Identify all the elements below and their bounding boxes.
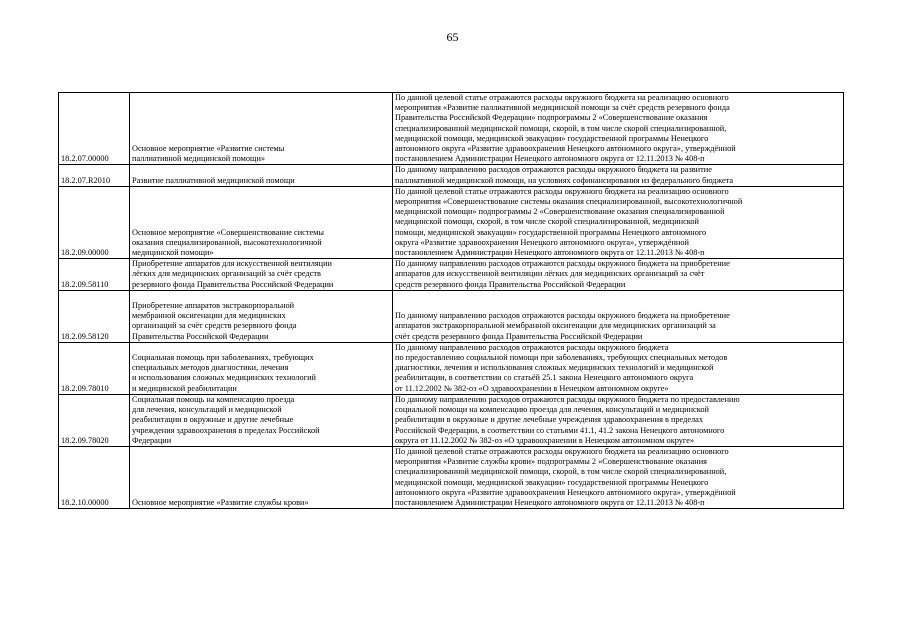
target-article-description <box>393 342 844 394</box>
target-article-name <box>130 259 393 291</box>
description-line: по предоставлению социальной помощи при заболеваниях, требующих специальных методов <box>395 353 728 363</box>
description-line: По данному направлению расходов отражаются расходы окружного бюджета на развитие <box>395 165 712 175</box>
description-line: По данному направлению расходов отражаются расходы окружного бюджета на приобретение <box>395 311 730 321</box>
description-line: По данному направлению расходов отражаются расходы окружного бюджета на приобретение <box>395 259 730 269</box>
name-line: Основное мероприятие «Совершенствование системы <box>132 227 324 237</box>
target-article-code: 18.2.09.58110 <box>59 259 130 291</box>
target-article-name <box>130 290 393 342</box>
description-line: округа от 11.12.2002 № 382-оз «О здравоохранении в Ненецком автономном округе» <box>395 435 695 445</box>
name-line: мембранной оксигенации для медицинских <box>132 311 286 321</box>
target-article-name <box>130 446 393 508</box>
name-line: и медицинской реабилитации <box>132 383 237 393</box>
name-line: для лечения, консультаций и медицинской <box>132 405 282 415</box>
description-line: По данной целевой статье отражаются расходы окружного бюджета на реализацию основного <box>395 446 729 456</box>
description-line: мероприятия «Развитие паллиативной медицинской помощи за счёт средств резервного фонда <box>395 103 730 113</box>
name-line: резервного фонда Правительства Российской Федерации <box>132 279 334 289</box>
description-line: социальной помощи на компенсацию проезда для лечения, консультаций и медицинской <box>395 405 709 415</box>
description-line: округа «Развитие здравоохранения Ненецкого автономного округа», утверждённой <box>395 237 689 247</box>
target-article-description <box>393 186 844 258</box>
budget-classification-table <box>58 92 844 509</box>
target-article-name <box>130 394 393 446</box>
description-line: медицинской помощи, медицинской эвакуации» государственной программы Ненецкого <box>395 133 709 143</box>
table-row <box>59 446 844 508</box>
target-article-name <box>130 93 393 165</box>
description-line: мероприятия «Совершенствование системы оказания специализированной, высокотехнологичной <box>395 197 743 207</box>
name-line: Основное мероприятие «Развитие службы крови» <box>132 497 309 507</box>
description-line: специализированной медицинской помощи, скорой, в том числе скорой специализированной, <box>395 123 727 133</box>
name-line: Социальная помощь на компенсацию проезда <box>132 394 295 404</box>
target-article-description <box>393 290 844 342</box>
name-line: Основное мероприятие «Развитие системы <box>132 144 285 154</box>
description-line: медицинской помощи» подпрограммы 2 «Совершенствование оказания специализированной <box>395 207 725 217</box>
name-line: реабилитации в окружные и другие лечебные <box>132 415 294 425</box>
description-line: медицинской помощи, медицинской эвакуации» государственной программы Ненецкого <box>395 477 709 487</box>
target-article-name <box>130 342 393 394</box>
name-line: Социальная помощь при заболеваниях, требующих <box>132 353 314 363</box>
name-line: Развитие паллиативной медицинской помощи <box>132 175 295 185</box>
description-line: от 11.12.2002 № 382-оз «О здравоохранении в Ненецком автономном округе» <box>395 383 669 393</box>
target-article-name <box>130 186 393 258</box>
table-row <box>59 165 844 186</box>
description-line: аппаратов для искусственной вентиляции лёгких для медицинских организаций за счёт <box>395 269 705 279</box>
page-number: 65 <box>446 30 459 44</box>
table-row <box>59 290 844 342</box>
name-line: организаций за счёт средств резервного фонда <box>132 321 297 331</box>
target-article-description <box>393 165 844 186</box>
target-article-code: 18.2.09.58120 <box>59 290 130 342</box>
target-article-description <box>393 259 844 291</box>
description-line: паллиативной медицинской помощи, на условиях софинансирования из федерального бюджета <box>395 175 734 185</box>
name-line: Приобретение аппаратов экстракорпоральной <box>132 301 295 311</box>
name-line: медицинской помощи» <box>132 248 214 258</box>
description-line: По данному направлению расходов отражаются расходы окружного бюджета <box>395 342 669 352</box>
table-row <box>59 93 844 165</box>
description-line: Российской Федерации, в соответствии со статьями 41.1, 41.2 закона Ненецкого автономного <box>395 425 725 435</box>
description-line: счёт средств резервного фонда Правительства Российской Федерации <box>395 331 643 341</box>
name-line: паллиативной медицинской помощи» <box>132 154 266 164</box>
description-line: автономного округа «Развитие здравоохранения Ненецкого автономного округа», утверждённой <box>395 144 736 154</box>
name-line: специальных методов диагностики, лечения <box>132 363 289 373</box>
target-article-code: 18.2.10.00000 <box>59 446 130 508</box>
description-line: средств резервного фонда Правительства Российской Федерации <box>395 279 626 289</box>
description-line: аппаратов экстракорпоральной мембранной оксигенации для медицинских организаций за <box>395 321 716 331</box>
target-article-description <box>393 446 844 508</box>
description-line: Правительства Российской Федерации» подпрограммы 2 «Совершенствование оказания <box>395 113 708 123</box>
name-line: Приобретение аппаратов для искусственной вентиляции <box>132 259 332 269</box>
name-line: Федерации <box>132 435 172 445</box>
target-article-code: 18.2.09.00000 <box>59 186 130 258</box>
description-line: диагностики, лечения и использования сложных медицинских технологий и медицинской <box>395 363 714 373</box>
table-body <box>59 93 844 509</box>
description-line: постановлением Администрации Ненецкого автономного округа от 12.11.2013 № 408-п <box>395 248 705 258</box>
target-article-code: 18.2.07.00000 <box>59 93 130 165</box>
target-article-code: 18.2.09.78010 <box>59 342 130 394</box>
description-line: специализированной медицинской помощи, скорой, в том числе скорой специализированной, <box>395 467 727 477</box>
name-line: лёгких для медицинских организаций за счёт средств <box>132 269 321 279</box>
name-line: оказания специализированной, высокотехнологичной <box>132 237 322 247</box>
table-row <box>59 394 844 446</box>
table-row <box>59 259 844 291</box>
description-line: реабилитации в окружные и другие лечебные учреждения здравоохранения в пределах <box>395 415 703 425</box>
description-line: автономного округа «Развитие здравоохранения Ненецкого автономного округа», утверждённой <box>395 487 736 497</box>
description-line: По данной целевой статье отражаются расходы окружного бюджета на реализацию основного <box>395 186 729 196</box>
target-article-description <box>393 93 844 165</box>
description-line: медицинской помощи, скорой, в том числе скорой специализированной, медицинской <box>395 217 699 227</box>
description-line: мероприятия «Развитие службы крови» подпрограммы 2 «Совершенствование оказания <box>395 457 707 467</box>
description-line: По данному направлению расходов отражаются расходы окружного бюджета по предоставлению <box>395 394 740 404</box>
description-line: постановлением Администрации Ненецкого автономного округа от 12.11.2013 № 408-п <box>395 497 705 507</box>
description-line: реабилитации, в соответствии со статьёй 25.1 закона Ненецкого автономного округа <box>395 373 694 383</box>
description-line: По данной целевой статье отражаются расходы окружного бюджета на реализацию основного <box>395 93 729 102</box>
target-article-name <box>130 165 393 186</box>
description-line: постановлением Администрации Ненецкого автономного округа от 12.11.2013 № 408-п <box>395 154 705 164</box>
name-line: учреждения здравоохранения в пределах Российской <box>132 425 320 435</box>
target-article-code: 18.2.07.R2010 <box>59 165 130 186</box>
description-line <box>395 301 841 311</box>
table-row <box>59 186 844 258</box>
target-article-code: 18.2.09.78020 <box>59 394 130 446</box>
name-line: и использования сложных медицинских технологий <box>132 373 316 383</box>
description-line <box>395 291 841 301</box>
name-line: Правительства Российской Федерации <box>132 331 269 341</box>
description-line: помощи, медицинской эвакуации» государственной программы Ненецкого автономного <box>395 227 707 237</box>
target-article-description <box>393 394 844 446</box>
table-row <box>59 342 844 394</box>
